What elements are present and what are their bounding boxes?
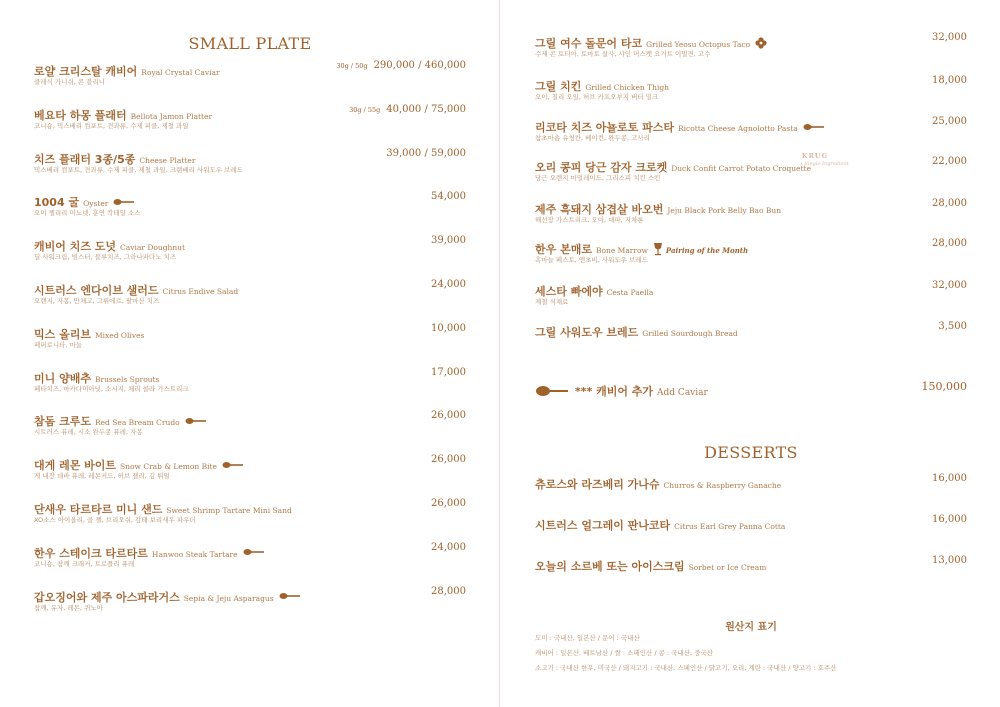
item-price (431, 542, 466, 553)
item-name-korean: 단새우 타르타르 미니 샌드 (34, 503, 163, 516)
item-price: 22,000 (932, 156, 967, 167)
item-price-value: 40,000 / 75,000 (386, 103, 466, 115)
item-price-value: 26,000 (431, 410, 466, 422)
krug-logo: KRUG x Single Ingredient (800, 152, 849, 167)
spoon-icon (803, 123, 825, 131)
menu-item (34, 191, 466, 217)
item-price (431, 279, 466, 290)
item-name-english: Snow Crab & Lemon Bite (120, 462, 217, 472)
item-name-korean: 오늘의 소르베 또는 아이스크림 (535, 560, 685, 573)
item-price (431, 191, 466, 202)
add-caviar-price: 150,000 (921, 380, 967, 393)
item-price: 25,000 (932, 116, 967, 127)
item-description: 페타치즈, 마카다미아넛, 소시지, 체리 콜라 가스트리크 (34, 384, 189, 393)
item-description: 페퍼로니타, 마늘 (34, 340, 83, 349)
item-price (431, 498, 466, 509)
item-description: 당근 오렌지 마멀레이드, 그리스피 치킨 스킨 (535, 174, 661, 182)
spoon-icon (243, 548, 265, 556)
menu-item (535, 75, 967, 101)
item-price-value: 26,000 (431, 498, 466, 509)
item-name-korean: 시트러스 엔다이브 샐러드 (34, 284, 159, 297)
wine-glass-icon (653, 242, 663, 256)
menu-item (535, 152, 967, 182)
item-price: 32,000 (932, 280, 967, 291)
item-name-korean: 한우 스테이크 타르타르 (34, 546, 148, 560)
spoon-icon (113, 198, 135, 206)
item-name-english: Citrus Endive Salad (162, 287, 239, 296)
item-price (431, 454, 466, 465)
origin-line: 도미 : 국내산, 일본산 / 문어 : 국내산 (535, 634, 640, 642)
item-name-korean: 츄로스와 라즈베리 가나슈 (535, 478, 660, 491)
item-name-english: Bone Marrow (595, 246, 648, 255)
menu-item (535, 198, 967, 224)
item-name-korean: 베요타 하몽 플래터 (34, 108, 127, 122)
spoon-icon (222, 461, 244, 469)
item-description: 오이 젤리리 미뇨넷, 훈연 칵테일 소스 (34, 209, 141, 218)
item-price-value: 26,000 (431, 454, 466, 466)
item-price: 3,500 (938, 321, 967, 332)
item-name-english: Grilled Chicken Thigh (585, 83, 669, 92)
item-name-korean: 시트러스 얼그레이 판나코타 (535, 519, 671, 532)
item-name-english: Brussels Sprouts (94, 374, 160, 384)
item-price (349, 104, 466, 115)
item-name-english: Sweet Shrimp Tartare Mini Sand (166, 506, 292, 515)
item-name-korean: 로얄 크리스탈 캐비어 (34, 65, 138, 78)
item-name-english: Hanwoo Steak Tartare (151, 549, 238, 559)
caviar-spoon-icon (535, 385, 569, 397)
item-name-korean: 대게 레몬 바이트 (34, 459, 117, 473)
item-name-english: Oyster (83, 199, 109, 209)
item-name-english: Bellota Jamon Platter (130, 111, 213, 121)
item-description: 게 내장 데바 퓨레, 레몬커드, 허브 젤리, 김 튀일 (34, 472, 170, 481)
item-name-english: Sepia & Jeju Asparagus (183, 593, 274, 603)
dessert-item (535, 473, 967, 489)
item-price-value: 24,000 (431, 279, 466, 290)
item-name-english: Mixed Olives (94, 330, 145, 340)
item-name-english: Cesta Paella (606, 288, 654, 297)
item-description: 클래식 가니쉬, 콘 블리니 (34, 78, 106, 86)
item-price: 18,000 (932, 75, 967, 86)
menu-item (34, 148, 466, 174)
menu-item (34, 279, 466, 305)
item-price (431, 367, 466, 378)
item-name-korean: 1004 굴 (34, 196, 80, 210)
item-description: 코니숑, 믹스베리 컴포트, 견과류, 수제 피클, 제철 과일 (34, 121, 189, 130)
item-name-korean: 믹스 올리브 (34, 327, 91, 341)
item-name-korean: 세스타 빠에야 (535, 285, 603, 298)
section-title-desserts: DESSERTS (704, 443, 798, 462)
menu-item (34, 104, 466, 130)
item-price (386, 148, 466, 159)
page-divider (499, 0, 500, 707)
item-description: 오이, 칠리 오일, 허브 카프오부지 버터 밀크 (535, 93, 659, 101)
menu-item (535, 321, 967, 337)
item-description: XO소스 아이올리, 골 젤, 브리오쉬, 감태 보리새우 파우더 (34, 516, 196, 524)
menu-item (535, 238, 967, 264)
menu-item (34, 60, 466, 86)
item-price (431, 410, 466, 421)
item-price: 16,000 (932, 473, 967, 484)
item-description: 제철 식재료 (535, 298, 569, 306)
item-name-english: Citrus Earl Grey Panna Cotta (674, 522, 786, 531)
item-price: 28,000 (932, 198, 967, 209)
flower-icon (755, 37, 767, 49)
menu-item (34, 498, 466, 524)
item-description: 코니숑, 참깨 크래커, 트로플리 퓨레 (34, 559, 135, 568)
item-name-korean: 치즈 플래터 3종/5종 (34, 152, 136, 166)
item-name-korean: 제주 흑돼지 삼겹살 바오번 (535, 203, 664, 216)
item-name-english: Ricotta Cheese Agnolotto Pasta (678, 124, 798, 133)
item-name-english: Royal Crystal Caviar (141, 68, 220, 77)
menu-item (535, 280, 967, 306)
item-price-value: 10,000 (431, 322, 466, 334)
origin-title: 원산지 표기 (725, 622, 777, 633)
item-name-korean: 참돔 크루도 (34, 415, 91, 429)
item-name-english: Sorbet or Ice Cream (688, 563, 767, 572)
origin-line: 캐비어 : 일본산, 베트남산 / 쌀 : 스페인산 / 콩 : 국내산, 중국산 (535, 649, 714, 657)
item-description: 오렌지, 자몽, 만체고, 그뤼에르, 팔마산 치즈 (34, 297, 160, 305)
item-name-english: Caviar Doughnut (120, 243, 185, 253)
menu-item (34, 410, 466, 436)
item-name-korean: 한우 본매로 (535, 243, 592, 256)
item-description: 시트러스 퓨레, 시소 완두콩 퓨레, 자몽 (34, 428, 143, 437)
item-description: 수제 콘 토티아, 토마토 살사, 샤인 머스켓 요거트 이멀젼, 고수 (535, 50, 711, 58)
menu-item (34, 323, 466, 349)
menu-item (34, 586, 466, 612)
item-price: 32,000 (932, 32, 967, 43)
spoon-icon (279, 592, 301, 600)
item-price (431, 586, 466, 597)
item-price-value: 39,000 (431, 235, 466, 247)
item-description: 딜 사워크림, 빔스터, 블루치즈, 그라나파다노 치즈 (34, 253, 177, 262)
item-name-korean: 미니 양배추 (34, 371, 91, 385)
add-caviar-label: *** 캐비어 추가 (575, 385, 654, 398)
item-weight: 30g / 50g (336, 62, 368, 70)
menu-item (535, 32, 967, 58)
menu-item (34, 235, 466, 261)
item-price: 28,000 (932, 238, 967, 249)
item-price-value: 290,000 / 460,000 (373, 60, 466, 71)
item-price (336, 60, 466, 71)
item-price: 16,000 (932, 514, 967, 525)
item-weight: 30g / 55g (349, 105, 381, 114)
item-price-value: 17,000 (431, 366, 466, 378)
dessert-item (535, 555, 967, 571)
item-name-english: Red Sea Bream Crudo (94, 418, 180, 428)
item-name-korean: 그릴 치킨 (535, 80, 582, 93)
item-price-value: 54,000 (431, 191, 466, 203)
item-description: 참깨, 유자, 레몬, 퀴노아 (34, 603, 103, 612)
item-price (431, 323, 466, 334)
section-title-small-plate: SMALL PLATE (188, 34, 312, 53)
item-name-korean: 그릴 여수 돌문어 타코 (535, 37, 643, 50)
item-description: 흑마늘 페스토, 엔초비, 사워도우 브레드 (535, 256, 648, 264)
item-name-korean: 리코타 치즈 아뇰로토 파스타 (535, 121, 674, 134)
item-description: 해선장 가스트리크, 오이, 대파, 지차론 (535, 216, 644, 224)
item-name-english: Churros & Raspberry Ganache (663, 481, 782, 490)
item-name-english: Cheese Platter (139, 155, 196, 165)
menu-item (34, 454, 466, 480)
item-name-english: Grilled Sourdough Bread (642, 329, 738, 338)
origin-line: 소고기 : 국내산 한우, 미국산 / 돼지고기 : 국내산, 스페인산 / 닭고기, 오리, 계란 : 국내산 / 양고기 : 호주산 (535, 664, 837, 672)
item-price-value: 39,000 / 59,000 (386, 147, 466, 159)
add-caviar-row (535, 380, 967, 398)
menu-item (34, 542, 466, 568)
item-name-korean: 갑오징어와 제주 아스파라거스 (34, 590, 180, 604)
item-name-english: Jeju Black Pork Belly Bao Bun (667, 206, 782, 215)
item-price: 13,000 (932, 555, 967, 566)
item-description: 믹스베리 컴포트, 견과류, 수제 피클, 제철 과일, 크랜베리 사워도우 브레드 (34, 165, 243, 174)
menu-item (535, 116, 967, 142)
menu-item (34, 367, 466, 393)
spoon-icon (185, 417, 207, 425)
item-price-value: 24,000 (431, 541, 466, 553)
item-name-english: Grilled Yeosu Octopus Taco (646, 40, 751, 49)
item-name-korean: 그릴 사워도우 브레드 (535, 326, 639, 339)
item-name-korean: 캐비어 치즈 도넛 (34, 240, 117, 254)
pairing-label: Pairing of the Month (665, 246, 749, 255)
dessert-item (535, 514, 967, 530)
add-caviar-english: Add Caviar (657, 388, 708, 398)
item-name-english: Duck Confit Carrot Potato Croquette (671, 164, 812, 173)
item-name-korean: 오리 콩피 당근 감자 크로켓 (535, 161, 668, 174)
item-price-value: 28,000 (431, 585, 466, 597)
item-description: 참초마숍 유청칸, 베이컨, 완두콩, 고사리 (535, 134, 650, 142)
item-price (431, 235, 466, 246)
